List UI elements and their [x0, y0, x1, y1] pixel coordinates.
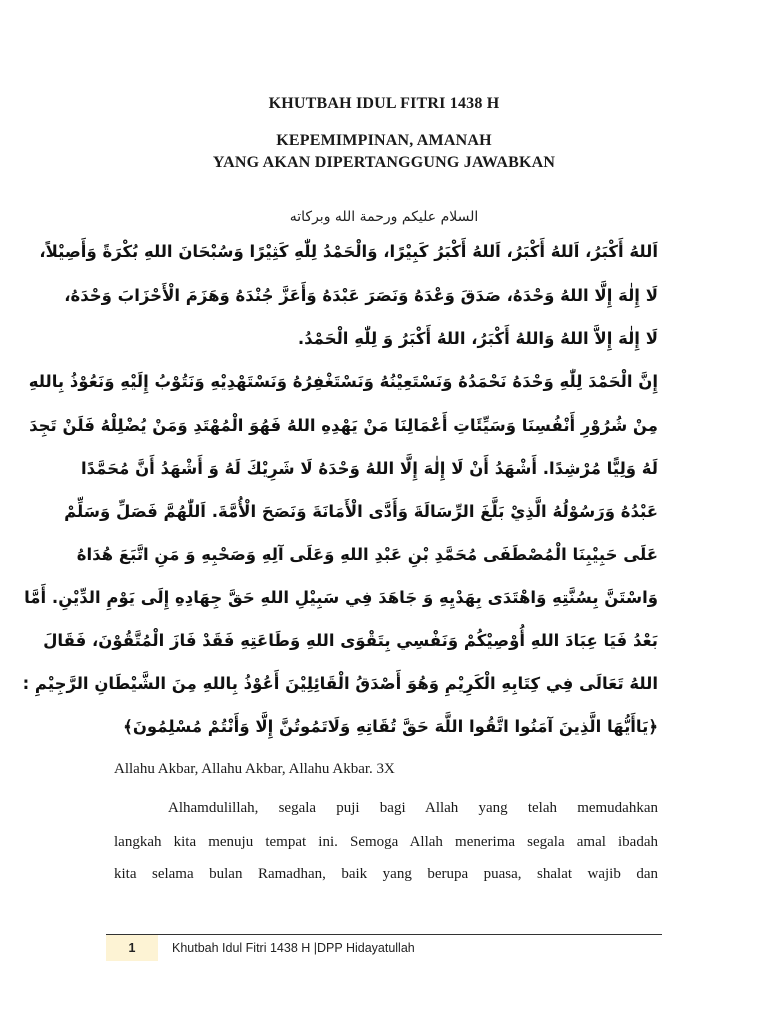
arabic-line: عَلَى حَبِيْبِنَا الْمُصْطَفَى مُحَمَّدِ بْنِ عَبْدِ اللهِ وَعَلَى آلِهِ وَصَحْبِهِ وَ مَنِ اتَّبَعَ هُدَاهُ	[76, 545, 658, 564]
takbir-line: Allahu Akbar, Allahu Akbar, Allahu Akbar. 3X	[114, 761, 395, 777]
arabic-line: عَبْدُهُ وَرَسُوْلُهُ الَّذِيْ بَلَّغَ الرِّسَالَةَ وَأَدَّى الْأَمَانَةَ وَنَصَحَ الْأُمَّةَ. اَللّٰهُمَّ فَصَلِّ وَسَلِّمْ	[64, 502, 658, 521]
document-subtitle-line-1: KEPEMIMPINAN, AMANAH	[276, 132, 492, 149]
page-number: 1	[106, 935, 158, 961]
quran-verse-line: ﴿يَاأَيُّهَا الَّذِينَ آمَنُوا اتَّقُوا اللَّهَ حَقَّ تُقَاتِهِ وَلَاتَمُوتُنَّ إِلَّا وَأَنْتُمْ مُسْلِمُونَ﴾	[123, 717, 658, 736]
footer-text: Khutbah Idul Fitri 1438 H |DPP Hidayatullah	[172, 941, 415, 955]
arabic-line: مِنْ شُرُوْرِ أَنْفُسِنَا وَسَيِّئَاتِ أَعْمَالِنَا مَنْ يَهْدِهِ اللهُ فَهُوَ الْمُهْتَدِ وَمَنْ يُضْلِلْهُ فَلَنْ تَجِدَ	[29, 416, 658, 435]
arabic-line: اَللهُ أَكْبَرُ، اَللهُ أَكْبَرُ، اَللهُ أَكْبَرُ كَبِيْرًا، وَالْحَمْدُ لِلّٰهِ كَثِيْرًا وَسُبْحَانَ اللهِ بُكْرَةً وَأَصِيْلاً،	[39, 242, 658, 261]
paragraph-line: kita selama bulan Ramadhan, baik yang berupa puasa, shalat wajib dan	[114, 866, 658, 882]
arabic-line: وَاسْتَنَّ بِسُنَّتِهِ وَاهْتَدَى بِهَدْيِهِ وَ جَاهَدَ فِي سَبِيْلِ اللهِ حَقَّ جِهَادِهِ إِلَى يَوْمِ الدِّيْنِ. أَمَّا	[24, 588, 658, 607]
arabic-line: اللهُ تَعَالَى فِي كِتَابِهِ الْكَرِيْمِ وَهُوَ أَصْدَقُ الْقَائِلِيْنَ أَعُوْذُ بِاللهِ مِنَ الشَّيْطَانِ الرَّجِيْمِ :	[22, 674, 658, 693]
document-title: KHUTBAH IDUL FITRI 1438 H	[268, 95, 500, 112]
paragraph-line: Alhamdulillah, segala puji bagi Allah yang telah memudahkan	[168, 800, 658, 816]
arabic-line: لَا إِلٰهَ إِلَّا اللهُ وَحْدَهُ، صَدَقَ وَعْدَهُ وَنَصَرَ عَبْدَهُ وَأَعَزَّ جُنْدَهُ وَهَزَمَ الْأَحْزَابَ وَحْدَهُ،	[64, 286, 658, 305]
arabic-line: لَا إِلٰهَ إِلاَّ اللهُ وَاللهُ أَكْبَرُ، اللهُ أَكْبَرُ وَ لِلّٰهِ الْحَمْدُ.	[297, 329, 658, 348]
paragraph-line: langkah kita menuju tempat ini. Semoga Allah menerima segala amal ibadah	[114, 834, 658, 850]
arabic-line: بَعْدُ فَيَا عِبَادَ اللهِ أُوْصِيْكُمْ وَنَفْسِي بِتَقْوَى اللهِ وَطَاعَتِهِ فَقَدْ فَازَ الْمُتَّقُوْنَ، فَقَالَ	[43, 631, 658, 650]
salam-greeting: السلام عليكم ورحمة الله وبركاته	[289, 209, 479, 225]
document-subtitle-line-2: YANG AKAN DIPERTANGGUNG JAWABKAN	[212, 154, 556, 171]
arabic-line: إِنَّ الْحَمْدَ لِلّٰهِ وَحْدَهُ نَحْمَدُهُ وَنَسْتَعِيْنُهُ وَنَسْتَغْفِرُهُ وَنَسْتَهْدِيْهِ وَنَتُوْبُ إِلَيْهِ وَنَعُوْذُ بِاللهِ	[28, 372, 658, 391]
arabic-line: لَهُ وَلِيًّا مُرْشِدًا. أَشْهَدُ أَنْ لَا إِلٰهَ إِلَّا اللهُ وَحْدَهُ لَا شَرِيْكَ لَهُ وَ أَشْهَدُ أَنَّ مُحَمَّدًا	[81, 459, 658, 478]
page-footer	[106, 935, 415, 961]
